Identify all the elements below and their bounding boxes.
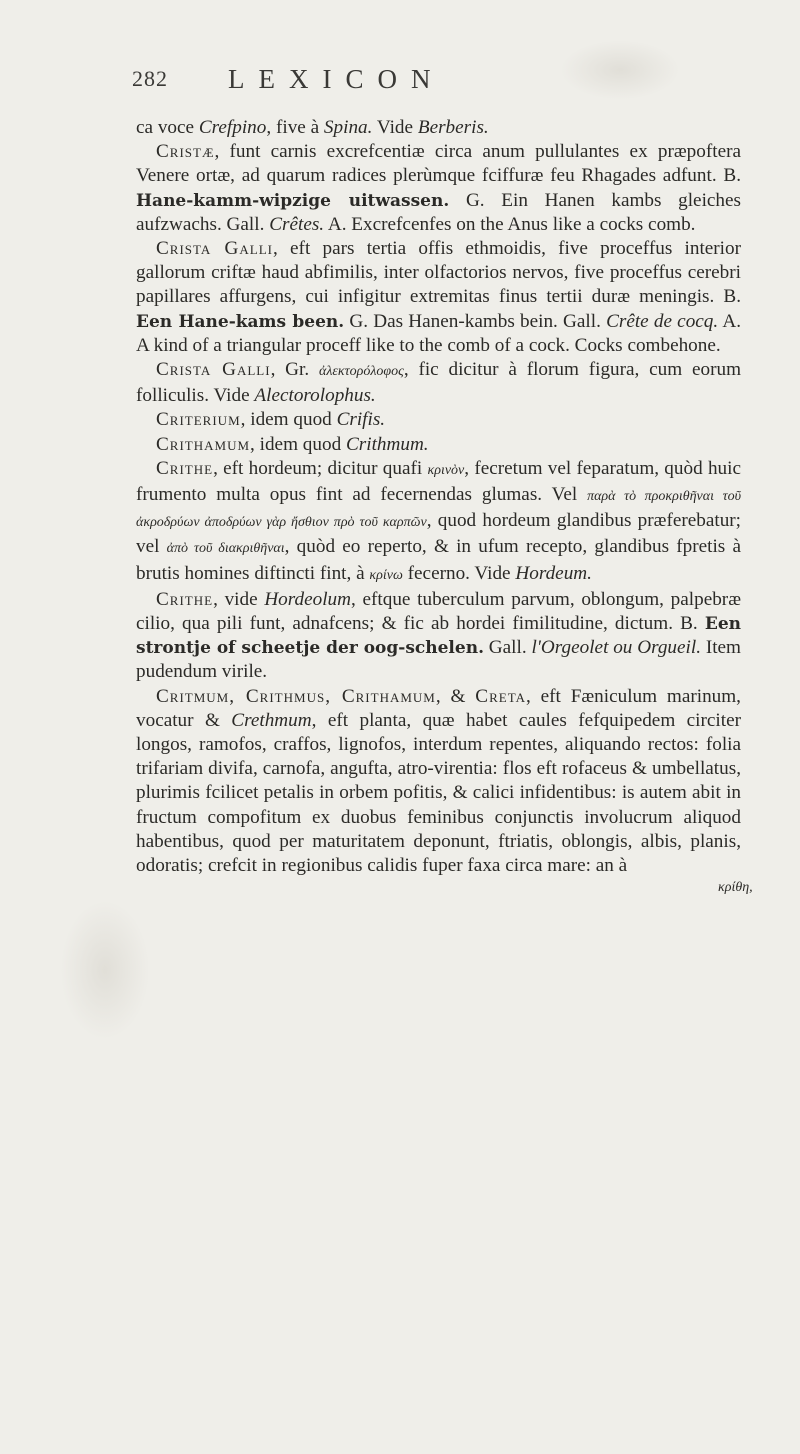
catchword: κρίθη,	[718, 880, 753, 895]
greek-term: κρίνω	[369, 567, 403, 583]
greek-term: παρὰ τὸ προκριθῆναι τοῦ ἀκροδρύων ἀποδρύων γὰρ ἤσθιον πρὸ τοῦ καρπῶν	[136, 489, 741, 531]
entry-headword: Crista Galli	[156, 238, 274, 260]
entry-headword: Cristæ	[156, 141, 215, 163]
dutch-gloss: Een Hane-kams been.	[136, 311, 345, 332]
entry-critmum: Critmum, Crithmus, Crithamum, & Creta, eft Fæniculum marinum, vocatur & Crethmum, eft planta, quæ habet caules fefquipedem circiter longos, ramofos, craffos, lignofos, interdum repentes, aliquando rectos: folia trifariam divifa, carnofa, angufta, atro-virentia: flos eft rofaceus & umbellatus, plurimis fcilicet petalis in orbem pofitis, & calici infidentibus: is autem abit in fructum compofitum ex duobus feminibus conjunctis involucrum aliquod habentibus, quod per maturitatem deponunt, ftriatis, oblongis, albis, planis, odoratis; crefcit in regionibus calidis fuper faxa circa mare: an à	[136, 685, 741, 877]
entry-cristae: Cristæ, funt carnis excrefcentiæ circa anum pullulantes ex præpoftera Venere ortæ, ad quarum radices plerùmque fciffuræ feu Rhagades adfunt. B. Hane-kamm-wipzige uitwassen. G. Ein Hanen kambs gleiches aufzwachs. Gall. Crêtes. A. Excrefcenfes on the Anus like a cocks comb.	[136, 141, 741, 235]
greek-term: ἀπὸ τοῦ διακριθῆναι	[166, 541, 285, 557]
entry-headword: Crista Galli	[156, 359, 271, 381]
entry-headword: Criterium	[156, 409, 241, 431]
entry-crithe-hordeolum: Crithe, vide Hordeolum, eftque tuberculum parvum, oblongum, palpebræ cilio, qua pili funt, adnafcens; & fic ab hordei fimilitudine, dictum. B. Een strontje of scheetje der oog-schelen. Gall. l'Orgeolet ou Orgueil. Item pudendum virile.	[136, 588, 741, 683]
continuation-paragraph: ca voce Crefpino, five à Spina. Vide Berberis.	[136, 117, 489, 138]
dictionary-text	[136, 116, 741, 878]
entry-criterium: Criterium, idem quod Crifis.	[156, 409, 386, 431]
entry-headword: Crithe	[156, 457, 214, 479]
entry-crista-galli-plant: Crista Galli, Gr. ἀλεκτορόλοφος, fic dicitur à florum figura, cum eorum folliculis. Vide Alectorolophus.	[136, 359, 741, 407]
entry-crithe: Crithe, eft hordeum; dicitur quafi κρινὸν, fecretum vel feparatum, quòd huic frumento multa opus fint ad fecernendas glumas. Vel παρὰ τὸ προκριθῆναι τοῦ ἀκροδρύων ἀποδρύων γὰρ ἤσθιον πρὸ τοῦ καρπῶν, quod hordeum glandibus præferebatur; vel ἀπὸ τοῦ διακριθῆναι, quòd eo reperto, & in ufum recepto, glandibus fpretis à brutis homines diftincti fint, à κρίνω fecerno. Vide Hordeum.	[136, 457, 742, 584]
entry-crista-galli: Crista Galli, eft pars tertia offis ethmoidis, five proceffus interior gallorum criftæ haud abfimilis, inter olfactorios nervos, five proceffus cerebri papillares affurgens, cui infigitur extremitas finus tertii duræ meningis. B. Een Hane-kams been. G. Das Hanen-kambs bein. Gall. Crête de cocq. A. A kind of a triangular proceff like to the comb of a cock. Cocks combehone.	[136, 238, 741, 356]
paper-stain	[60, 900, 150, 1040]
page-number: 282	[132, 66, 168, 91]
greek-term: κρινὸν	[427, 462, 465, 478]
running-head: LEXICON	[228, 64, 445, 94]
entry-headword: Crithamum	[156, 433, 251, 455]
dutch-gloss: Een strontje of scheetje der oog-schelen.	[136, 614, 741, 659]
entry-crithamum: Crithamum, idem quod Crithmum.	[156, 433, 429, 455]
entry-headword: Crithe	[156, 588, 214, 610]
dutch-gloss: Hane-kamm-wipzige uitwassen.	[136, 190, 450, 211]
entry-headword: Critmum, Crithmus, Crithamum	[156, 685, 436, 707]
entry-headword: Creta	[475, 685, 526, 707]
paper-stain	[560, 40, 680, 100]
greek-term: ἀλεκτορόλοφος	[318, 364, 404, 380]
